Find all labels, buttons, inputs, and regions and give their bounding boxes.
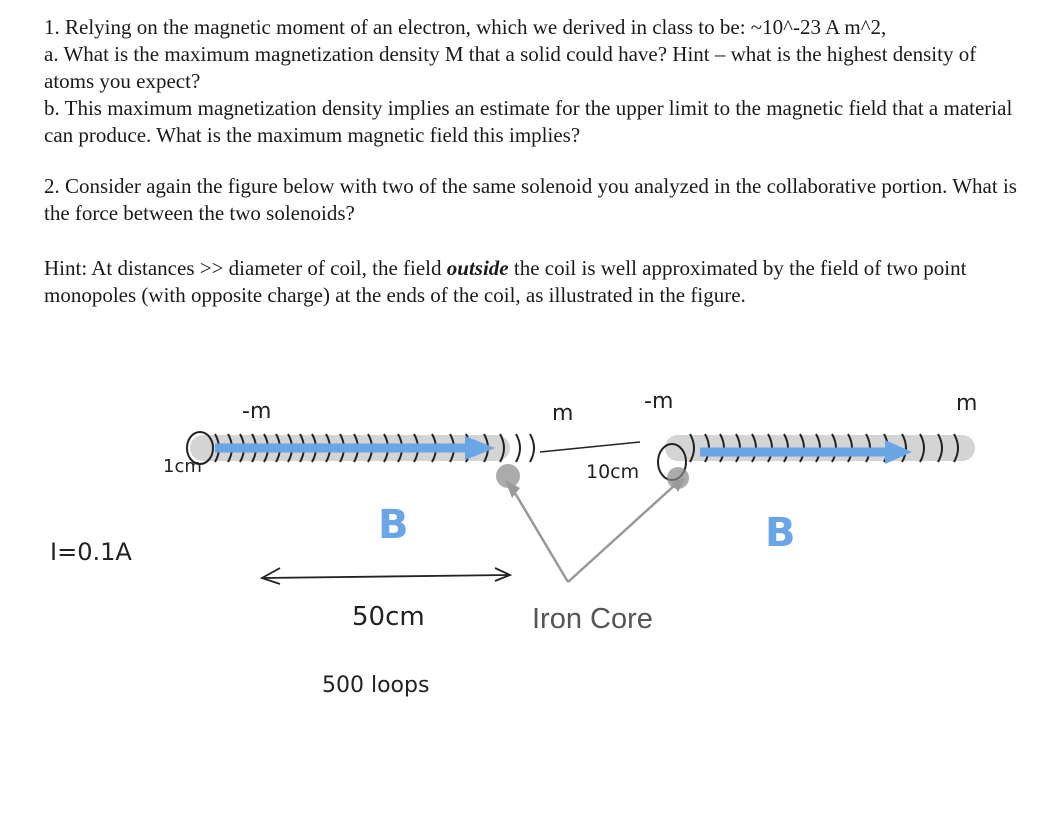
pole-pos-right: m <box>956 391 978 416</box>
pole-neg-left: -m <box>242 399 272 424</box>
pole-neg-right: -m <box>644 389 674 414</box>
hint-prefix: Hint: At distances >> diameter of coil, the field <box>44 256 447 280</box>
length-arrow <box>262 568 510 584</box>
problem-1b: b. This maximum magnetization density implies an estimate for the upper limit to the magnetic field that a material can produce. What is the maximum magnetic field this implies? <box>44 96 1013 147</box>
hint-paragraph <box>44 255 1024 309</box>
diameter-label: 1cm <box>163 456 202 477</box>
problem-2: 2. Consider again the figure below with two of the same solenoid you analyzed in the collaborative portion. What is the force between the two solenoids? <box>44 174 1017 225</box>
hint-suffix: the coil is well approximated by the field of two point monopoles (with opposite charge) at the ends of the coil, as illustrated in the figure. <box>44 256 967 307</box>
length-label: 50cm <box>352 602 425 632</box>
field-label-left: B <box>378 502 409 548</box>
document-body <box>44 14 1024 309</box>
iron-core-pointers <box>512 484 676 582</box>
field-label-right: B <box>765 510 796 556</box>
current-label: I=0.1A <box>50 538 132 566</box>
loops-label: 500 loops <box>322 673 430 698</box>
gap-line <box>540 442 640 452</box>
iron-core-label: Iron Core <box>532 603 653 635</box>
left-solenoid <box>187 432 534 488</box>
problem-1a: a. What is the maximum magnetization density M that a solid could have? Hint – what is the highest density of atoms you expect? <box>44 42 977 93</box>
pole-pos-left: m <box>552 401 574 426</box>
gap-label: 10cm <box>586 461 640 483</box>
solenoid-figure <box>0 360 1037 826</box>
problem-1-intro: 1. Relying on the magnetic moment of an electron, which we derived in class to be: ~10^-23 A m^2, <box>44 15 887 39</box>
right-solenoid <box>658 434 975 489</box>
hint-emphasis: outside <box>446 256 509 280</box>
